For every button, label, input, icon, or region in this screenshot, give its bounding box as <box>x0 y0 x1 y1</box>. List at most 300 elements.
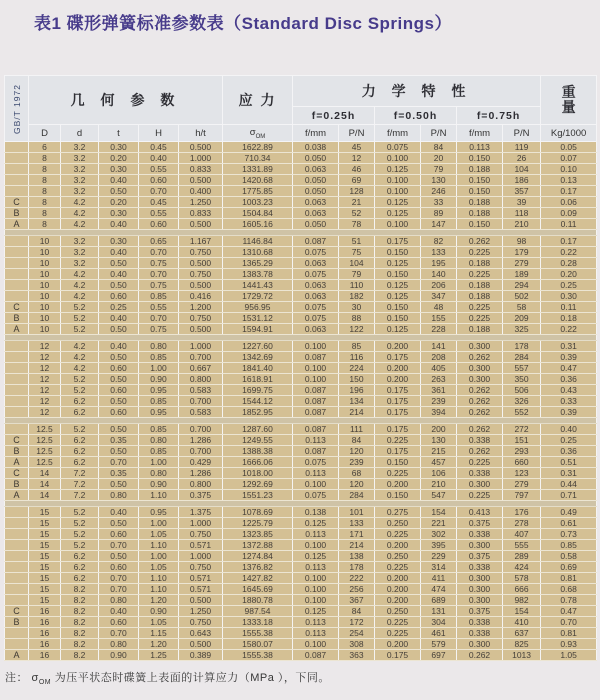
cell: 10 <box>29 236 61 247</box>
cell: 0.200 <box>375 363 421 374</box>
cell: 982 <box>503 595 541 606</box>
cell: 0.063 <box>293 258 339 269</box>
cell: 5.2 <box>61 424 99 435</box>
cell: 0.300 <box>457 341 503 352</box>
cell: 8.2 <box>61 628 99 639</box>
cell: 256 <box>339 584 375 595</box>
cell: 0.18 <box>541 313 597 324</box>
cell: 1605.16 <box>223 219 293 230</box>
cell: 0.250 <box>375 551 421 562</box>
row-mark <box>5 562 29 573</box>
cell: 0.050 <box>293 186 339 197</box>
cell: 279 <box>503 258 541 269</box>
cell: 0.750 <box>179 247 223 258</box>
col-p025: P/N <box>339 125 375 142</box>
table-row <box>5 363 597 374</box>
cell: 0.40 <box>541 424 597 435</box>
row-mark <box>5 352 29 363</box>
cell: 0.175 <box>375 424 421 435</box>
row-mark <box>5 374 29 385</box>
cell: 0.087 <box>293 396 339 407</box>
table-row <box>5 258 597 269</box>
table-row <box>5 153 597 164</box>
cell: 8.2 <box>61 584 99 595</box>
cell: 474 <box>421 584 457 595</box>
cell: 0.113 <box>293 628 339 639</box>
cell: 3.2 <box>61 236 99 247</box>
cell: 0.70 <box>99 540 139 551</box>
cell: 0.113 <box>293 468 339 479</box>
cell: 1531.12 <box>223 313 293 324</box>
cell: 0.90 <box>99 650 139 661</box>
cell: 0.40 <box>99 341 139 352</box>
cell: 325 <box>503 324 541 335</box>
cell: 154 <box>503 606 541 617</box>
cell: 4.2 <box>61 352 99 363</box>
cell: 0.80 <box>139 468 179 479</box>
cell: 0.338 <box>457 435 503 446</box>
cell: 0.500 <box>179 142 223 153</box>
cell: 0.31 <box>541 341 597 352</box>
cell: 579 <box>421 639 457 650</box>
cell: 0.50 <box>99 479 139 490</box>
cell: 0.60 <box>99 617 139 628</box>
cell: 0.225 <box>457 313 503 324</box>
cell: 246 <box>421 186 457 197</box>
cell: 4.2 <box>61 341 99 352</box>
cell: 1292.69 <box>223 479 293 490</box>
cell: 0.50 <box>99 186 139 197</box>
cell: 0.70 <box>139 313 179 324</box>
cell: 10 <box>29 291 61 302</box>
cell: 1.05 <box>541 650 597 661</box>
row-mark <box>5 236 29 247</box>
cell: 0.750 <box>179 529 223 540</box>
cell: 1331.89 <box>223 164 293 175</box>
cell: 214 <box>339 407 375 418</box>
cell: 3.2 <box>61 186 99 197</box>
cell: 1.200 <box>179 302 223 313</box>
col-ht: h/t <box>179 125 223 142</box>
cell: 0.100 <box>375 186 421 197</box>
header-deflection-025: f=0.25h <box>293 107 375 125</box>
cell: 0.225 <box>457 302 503 313</box>
cell: 0.60 <box>99 385 139 396</box>
cell: 1.05 <box>139 529 179 540</box>
header-row-columns <box>5 125 597 142</box>
col-t: t <box>99 125 139 142</box>
cell: 12 <box>29 374 61 385</box>
cell: 0.050 <box>293 153 339 164</box>
cell: 1.20 <box>139 595 179 606</box>
cell: 0.571 <box>179 573 223 584</box>
cell: 101 <box>339 507 375 518</box>
cell: 0.30 <box>99 142 139 153</box>
cell: 46 <box>339 164 375 175</box>
cell: 0.100 <box>293 341 339 352</box>
col-p050: P/N <box>421 125 457 142</box>
cell: 0.50 <box>99 446 139 457</box>
cell: 1.05 <box>139 562 179 573</box>
cell: 0.188 <box>457 280 503 291</box>
cell: 0.43 <box>541 385 597 396</box>
cell: 0.30 <box>99 236 139 247</box>
cell: 79 <box>339 269 375 280</box>
cell: 0.416 <box>179 291 223 302</box>
cell: 0.70 <box>99 573 139 584</box>
cell: 289 <box>503 551 541 562</box>
cell: 0.80 <box>99 639 139 650</box>
cell: 84 <box>339 435 375 446</box>
cell: 0.40 <box>99 606 139 617</box>
cell: 14 <box>29 468 61 479</box>
cell: 138 <box>339 551 375 562</box>
cell: 12 <box>29 352 61 363</box>
cell: 120 <box>339 446 375 457</box>
cell: 195 <box>421 258 457 269</box>
cell: 89 <box>421 208 457 219</box>
cell: 5.2 <box>61 507 99 518</box>
cell: 1.000 <box>179 153 223 164</box>
cell: 956.95 <box>223 302 293 313</box>
cell: 394 <box>421 407 457 418</box>
cell: 1555.38 <box>223 628 293 639</box>
cell: 4.2 <box>61 208 99 219</box>
row-mark <box>5 175 29 186</box>
row-mark <box>5 291 29 302</box>
cell: 82 <box>421 236 457 247</box>
cell: 0.65 <box>139 236 179 247</box>
cell: 308 <box>339 639 375 650</box>
table-row <box>5 490 597 501</box>
cell: 0.063 <box>293 197 339 208</box>
cell: 172 <box>339 617 375 628</box>
cell: 0.28 <box>541 258 597 269</box>
cell: 130 <box>421 435 457 446</box>
cell: 122 <box>339 324 375 335</box>
row-mark <box>5 269 29 280</box>
cell: 0.81 <box>541 573 597 584</box>
cell: 0.087 <box>293 352 339 363</box>
cell: 0.500 <box>179 175 223 186</box>
cell: 0.188 <box>457 164 503 175</box>
cell: 0.225 <box>375 435 421 446</box>
table-row <box>5 374 597 385</box>
cell: 0.800 <box>179 374 223 385</box>
cell: 16 <box>29 628 61 639</box>
cell: 0.075 <box>293 313 339 324</box>
cell: 6.2 <box>61 457 99 468</box>
cell: 0.125 <box>293 606 339 617</box>
cell: 0.700 <box>179 352 223 363</box>
cell: 0.075 <box>293 457 339 468</box>
cell: 1852.95 <box>223 407 293 418</box>
cell: 1274.84 <box>223 551 293 562</box>
row-mark: B <box>5 313 29 324</box>
cell: 147 <box>421 219 457 230</box>
cell: 367 <box>339 595 375 606</box>
cell: 1.250 <box>179 197 223 208</box>
cell: 0.262 <box>457 352 503 363</box>
cell: 0.85 <box>139 396 179 407</box>
row-mark: A <box>5 219 29 230</box>
cell: 0.175 <box>375 396 421 407</box>
cell: 0.175 <box>375 407 421 418</box>
cell: 0.100 <box>293 363 339 374</box>
cell: 1.375 <box>179 507 223 518</box>
cell: 0.063 <box>293 164 339 175</box>
cell: 0.150 <box>375 247 421 258</box>
cell: 0.22 <box>541 247 597 258</box>
cell: 1013 <box>503 650 541 661</box>
cell: 0.375 <box>457 606 503 617</box>
cell: 279 <box>503 479 541 490</box>
cell: 68 <box>339 468 375 479</box>
cell: 0.063 <box>293 324 339 335</box>
cell: 0.389 <box>179 650 223 661</box>
cell: 10 <box>29 269 61 280</box>
cell: 10 <box>29 258 61 269</box>
cell: 182 <box>339 291 375 302</box>
cell: 0.47 <box>541 606 597 617</box>
row-mark <box>5 186 29 197</box>
cell: 710.34 <box>223 153 293 164</box>
cell: 1.15 <box>139 628 179 639</box>
cell: 7.2 <box>61 479 99 490</box>
cell: 3.2 <box>61 247 99 258</box>
cell: 0.100 <box>375 153 421 164</box>
cell: 3.2 <box>61 175 99 186</box>
row-mark <box>5 518 29 529</box>
cell: 1388.38 <box>223 446 293 457</box>
cell: 12.5 <box>29 446 61 457</box>
cell: 0.075 <box>293 247 339 258</box>
cell: 8.2 <box>61 639 99 650</box>
cell: 0.55 <box>139 302 179 313</box>
table-row <box>5 628 597 639</box>
cell: 0.85 <box>139 424 179 435</box>
cell: 557 <box>503 363 541 374</box>
cell: 1880.78 <box>223 595 293 606</box>
row-mark <box>5 153 29 164</box>
cell: 8.2 <box>61 617 99 628</box>
cell: 45 <box>339 142 375 153</box>
cell: 0.250 <box>375 606 421 617</box>
cell: 0.188 <box>457 324 503 335</box>
cell: 0.188 <box>457 197 503 208</box>
cell: 0.60 <box>139 219 179 230</box>
cell: 0.80 <box>139 435 179 446</box>
row-mark <box>5 164 29 175</box>
col-d: d <box>61 125 99 142</box>
cell: 12 <box>29 407 61 418</box>
cell: 51 <box>339 236 375 247</box>
cell: 0.087 <box>293 446 339 457</box>
cell: 0.300 <box>457 639 503 650</box>
cell: 0.138 <box>293 507 339 518</box>
cell: 0.36 <box>541 374 597 385</box>
cell: 0.125 <box>375 197 421 208</box>
table-row <box>5 324 597 335</box>
cell: 69 <box>339 175 375 186</box>
cell: 0.49 <box>541 507 597 518</box>
cell: 1544.12 <box>223 396 293 407</box>
table-row <box>5 197 597 208</box>
cell: 1.25 <box>139 650 179 661</box>
cell: 0.262 <box>457 236 503 247</box>
cell: 0.85 <box>139 291 179 302</box>
cell: 0.47 <box>541 363 597 374</box>
cell: 0.60 <box>139 175 179 186</box>
cell: 0.40 <box>99 313 139 324</box>
cell: 1.250 <box>179 606 223 617</box>
cell: 0.225 <box>457 457 503 468</box>
cell: 118 <box>503 208 541 219</box>
cell: 0.338 <box>457 628 503 639</box>
cell: 0.063 <box>293 208 339 219</box>
cell: 0.338 <box>457 529 503 540</box>
cell: 0.50 <box>99 280 139 291</box>
cell: 0.95 <box>139 385 179 396</box>
cell: 12 <box>29 363 61 374</box>
cell: 0.113 <box>293 562 339 573</box>
cell: 26 <box>503 153 541 164</box>
cell: 5.2 <box>61 324 99 335</box>
cell: 0.20 <box>99 153 139 164</box>
cell: 0.175 <box>375 385 421 396</box>
cell: 0.413 <box>457 507 503 518</box>
table-row <box>5 313 597 324</box>
cell: 1841.40 <box>223 363 293 374</box>
cell: 178 <box>339 562 375 573</box>
cell: 666 <box>503 584 541 595</box>
cell: 0.300 <box>457 595 503 606</box>
cell: 1775.85 <box>223 186 293 197</box>
cell: 0.100 <box>375 175 421 186</box>
cell: 15 <box>29 562 61 573</box>
row-mark: B <box>5 479 29 490</box>
cell: 0.35 <box>99 435 139 446</box>
cell: 15 <box>29 529 61 540</box>
cell: 16 <box>29 606 61 617</box>
cell: 12 <box>29 396 61 407</box>
cell: 0.113 <box>293 435 339 446</box>
cell: 1.000 <box>179 341 223 352</box>
row-mark <box>5 540 29 551</box>
cell: 1645.69 <box>223 584 293 595</box>
cell: 0.45 <box>139 142 179 153</box>
cell: 0.75 <box>139 280 179 291</box>
cell: 0.113 <box>293 617 339 628</box>
cell: 0.44 <box>541 479 597 490</box>
cell: 0.90 <box>139 374 179 385</box>
cell: 1.10 <box>139 573 179 584</box>
disc-spring-table <box>4 75 597 661</box>
standard-label: GB/T 1972 <box>12 83 22 134</box>
cell: 987.54 <box>223 606 293 617</box>
cell: 1287.60 <box>223 424 293 435</box>
cell: 8 <box>29 186 61 197</box>
cell: 5.2 <box>61 313 99 324</box>
cell: 0.300 <box>457 584 503 595</box>
cell: 0.40 <box>99 219 139 230</box>
cell: 8 <box>29 164 61 175</box>
cell: 239 <box>339 457 375 468</box>
cell: 141 <box>421 341 457 352</box>
cell: 407 <box>503 529 541 540</box>
cell: 457 <box>421 457 457 468</box>
cell: 0.225 <box>457 490 503 501</box>
table-row <box>5 562 597 573</box>
cell: 0.75 <box>139 258 179 269</box>
cell: 461 <box>421 628 457 639</box>
cell: 0.100 <box>293 639 339 650</box>
cell: 411 <box>421 573 457 584</box>
table-row <box>5 518 597 529</box>
cell: 15 <box>29 518 61 529</box>
cell: 0.262 <box>457 396 503 407</box>
cell: 0.583 <box>179 385 223 396</box>
cell: 196 <box>339 385 375 396</box>
cell: 0.150 <box>457 186 503 197</box>
cell: 14 <box>29 490 61 501</box>
row-mark <box>5 407 29 418</box>
table-row <box>5 529 597 540</box>
cell: 0.125 <box>293 551 339 562</box>
cell: 278 <box>503 518 541 529</box>
table-row <box>5 396 597 407</box>
cell: 0.51 <box>541 457 597 468</box>
cell: 0.667 <box>179 363 223 374</box>
header-deflection-050: f=0.50h <box>375 107 457 125</box>
table-row <box>5 142 597 153</box>
cell: 0.075 <box>375 142 421 153</box>
cell: 0.50 <box>99 551 139 562</box>
cell: 10 <box>29 280 61 291</box>
cell: 0.200 <box>375 584 421 595</box>
cell: 119 <box>503 142 541 153</box>
cell: 4.2 <box>61 280 99 291</box>
cell: 179 <box>503 247 541 258</box>
cell: 0.750 <box>179 269 223 280</box>
cell: 363 <box>339 650 375 661</box>
cell: 154 <box>421 507 457 518</box>
cell: 133 <box>421 247 457 258</box>
row-mark <box>5 551 29 562</box>
cell: 0.050 <box>293 175 339 186</box>
table-row <box>5 479 597 490</box>
cell: 1376.82 <box>223 562 293 573</box>
cell: 224 <box>339 363 375 374</box>
cell: 1622.89 <box>223 142 293 153</box>
cell: 0.100 <box>375 219 421 230</box>
cell: 130 <box>421 175 457 186</box>
cell: 0.60 <box>99 363 139 374</box>
cell: 0.85 <box>139 352 179 363</box>
cell: 8 <box>29 208 61 219</box>
cell: 84 <box>421 142 457 153</box>
cell: 1.00 <box>139 363 179 374</box>
cell: 0.200 <box>375 374 421 385</box>
cell: 0.700 <box>179 446 223 457</box>
cell: 0.188 <box>457 258 503 269</box>
cell: 6.2 <box>61 435 99 446</box>
cell: 0.150 <box>457 175 503 186</box>
cell: 6.2 <box>61 562 99 573</box>
cell: 0.200 <box>375 479 421 490</box>
cell: 0.225 <box>375 562 421 573</box>
row-mark: A <box>5 324 29 335</box>
